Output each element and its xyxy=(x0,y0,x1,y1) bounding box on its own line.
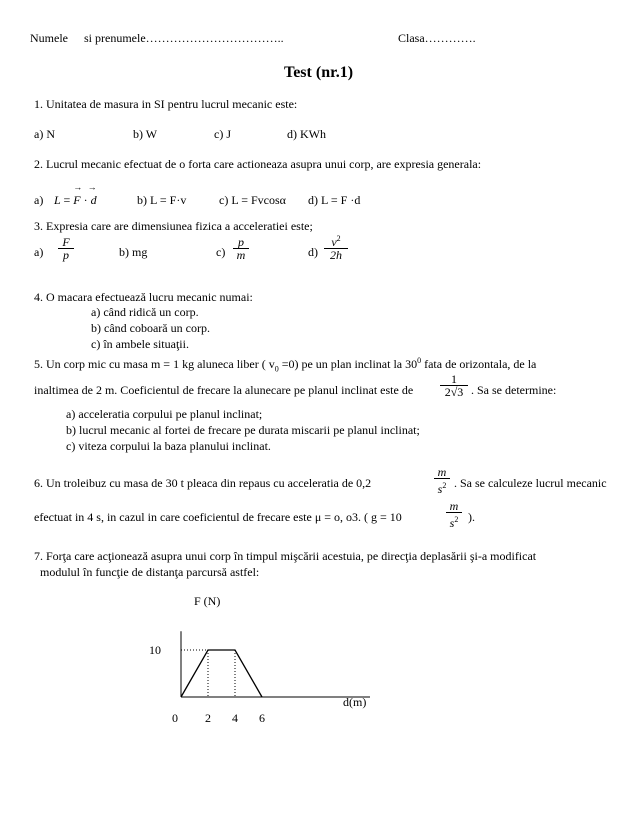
q4-option-b: b) când coboară un corp. xyxy=(91,321,210,335)
x-tick-label: 4 xyxy=(232,711,238,725)
question-4-text: 4. O macara efectuează lucru mecanic numai: xyxy=(34,290,253,304)
x-tick-label: 0 xyxy=(172,711,178,725)
fraction-denominator: $s^2$ xyxy=(437,481,447,496)
question-6-line-2: efectuat in 4 s, in cazul in care coeficientul de frecare este μ = o, o3. ( g = 10 xyxy=(34,510,402,524)
q2-option-d: d) L = F ·d xyxy=(308,193,361,207)
force-series-line xyxy=(181,650,262,697)
q3-option-a-fraction xyxy=(58,236,74,262)
q2-option-c: c) L = Fvcosα xyxy=(219,193,286,207)
question-6-line-1: 6. Un troleibuz cu masa de 30 t pleaca din repaus cu acceleratia de 0,2 xyxy=(34,476,372,490)
fraction-numerator: F xyxy=(58,236,74,249)
formula-f: → F xyxy=(73,182,83,207)
q6-unit-fraction-1 xyxy=(434,466,450,496)
q3-option-d-label: d) xyxy=(308,245,318,259)
x-axis-label: d(m) xyxy=(343,695,367,709)
q5-item-b: b) lucrul mecanic al fortei de frecare pe durata miscarii pe planul inclinat; xyxy=(66,423,420,437)
fraction-denominator: p xyxy=(63,248,69,262)
q4-option-a: a) când ridică un corp. xyxy=(91,305,199,319)
q3-option-a-label: a) xyxy=(34,245,44,259)
fraction-numerator: 1 xyxy=(440,373,468,386)
q1-option-a: a) N xyxy=(34,127,55,141)
x-tick-label: 6 xyxy=(259,711,265,725)
vector-arrow-icon: → xyxy=(73,182,83,192)
question-5-line-2-end: . Sa se determine: xyxy=(471,383,557,397)
q3-option-c-fraction xyxy=(233,236,249,262)
page-title: Test (nr.1) xyxy=(284,64,354,81)
name-field: si prenumele…………………………….. xyxy=(84,31,284,45)
fraction-denominator: 2h xyxy=(330,248,342,262)
formula-dot: · xyxy=(83,193,88,207)
question-5-line-1: 5. Un corp mic cu masa m = 1 kg aluneca liber ( $v_0 =0$) pe un plan inclinat la $30^0$ fata de orizontala, de la xyxy=(34,356,537,374)
formula-eq: = xyxy=(63,193,71,207)
superscript: 0 xyxy=(417,356,422,365)
fraction-denominator: $s^2$ xyxy=(449,515,459,530)
fraction-numerator: m xyxy=(434,466,450,479)
name-label: Numele xyxy=(30,31,68,45)
q4-option-c: c) în ambele situaţii. xyxy=(91,337,189,351)
question-3-text: 3. Expresia care are dimensiunea fizica a acceleratiei este; xyxy=(34,219,313,233)
q2-option-b: b) L = F·v xyxy=(137,193,187,207)
fraction-denominator: 2√3 xyxy=(444,385,464,399)
class-field: Clasa…………. xyxy=(398,31,476,45)
q2-option-a-formula xyxy=(54,182,97,208)
q5-friction-fraction xyxy=(440,373,468,399)
formula-d: → d xyxy=(87,182,97,207)
fraction-numerator: m xyxy=(446,500,462,513)
q2-option-a-label: a) xyxy=(34,193,44,207)
q6-unit-fraction-2 xyxy=(446,500,462,530)
vector-arrow-icon: → xyxy=(87,182,97,192)
fraction-denominator: m xyxy=(236,248,246,262)
y-axis-label: F (N) xyxy=(194,594,221,608)
y-tick-label: 10 xyxy=(149,643,161,657)
formula-l: L xyxy=(54,193,61,207)
fraction-numerator: $v^2$ xyxy=(324,233,348,249)
q3-option-d-fraction xyxy=(324,233,348,262)
q5-item-c: c) viteza corpului la baza planului inclinat. xyxy=(66,439,271,453)
x-tick-label: 2 xyxy=(205,711,211,725)
q3-option-b: b) mg xyxy=(119,245,148,259)
subscript: 0 xyxy=(274,364,279,374)
question-6-line-1-end: . Sa se calculeze lucrul mecanic xyxy=(454,476,607,490)
question-1-text: 1. Unitatea de masura in SI pentru lucrul mecanic este: xyxy=(34,97,298,111)
question-6-line-2-end: ). xyxy=(468,510,475,524)
question-7-line-1: 7. Forţa care acţionează asupra unui corp în timpul mişcării acestuia, pe direcţia deplasării şi-a modificat xyxy=(34,549,537,563)
q5-item-a: a) acceleratia corpului pe planul inclinat; xyxy=(66,407,263,421)
question-5-line-2: inaltimea de 2 m. Coeficientul de frecare la alunecare pe planul inclinat este de xyxy=(34,383,414,397)
question-2-text: 2. Lucrul mecanic efectuat de o forta care actioneaza asupra unui corp, are expresia generala: xyxy=(34,157,482,171)
q1-option-d: d) KWh xyxy=(287,127,326,141)
question-7-line-2: modulul în funcţie de distanţa parcursă astfel: xyxy=(40,565,260,579)
q1-option-b: b) W xyxy=(133,127,158,141)
fraction-numerator: p xyxy=(233,236,249,249)
q1-option-c: c) J xyxy=(214,127,231,141)
q3-option-c-label: c) xyxy=(216,245,226,259)
